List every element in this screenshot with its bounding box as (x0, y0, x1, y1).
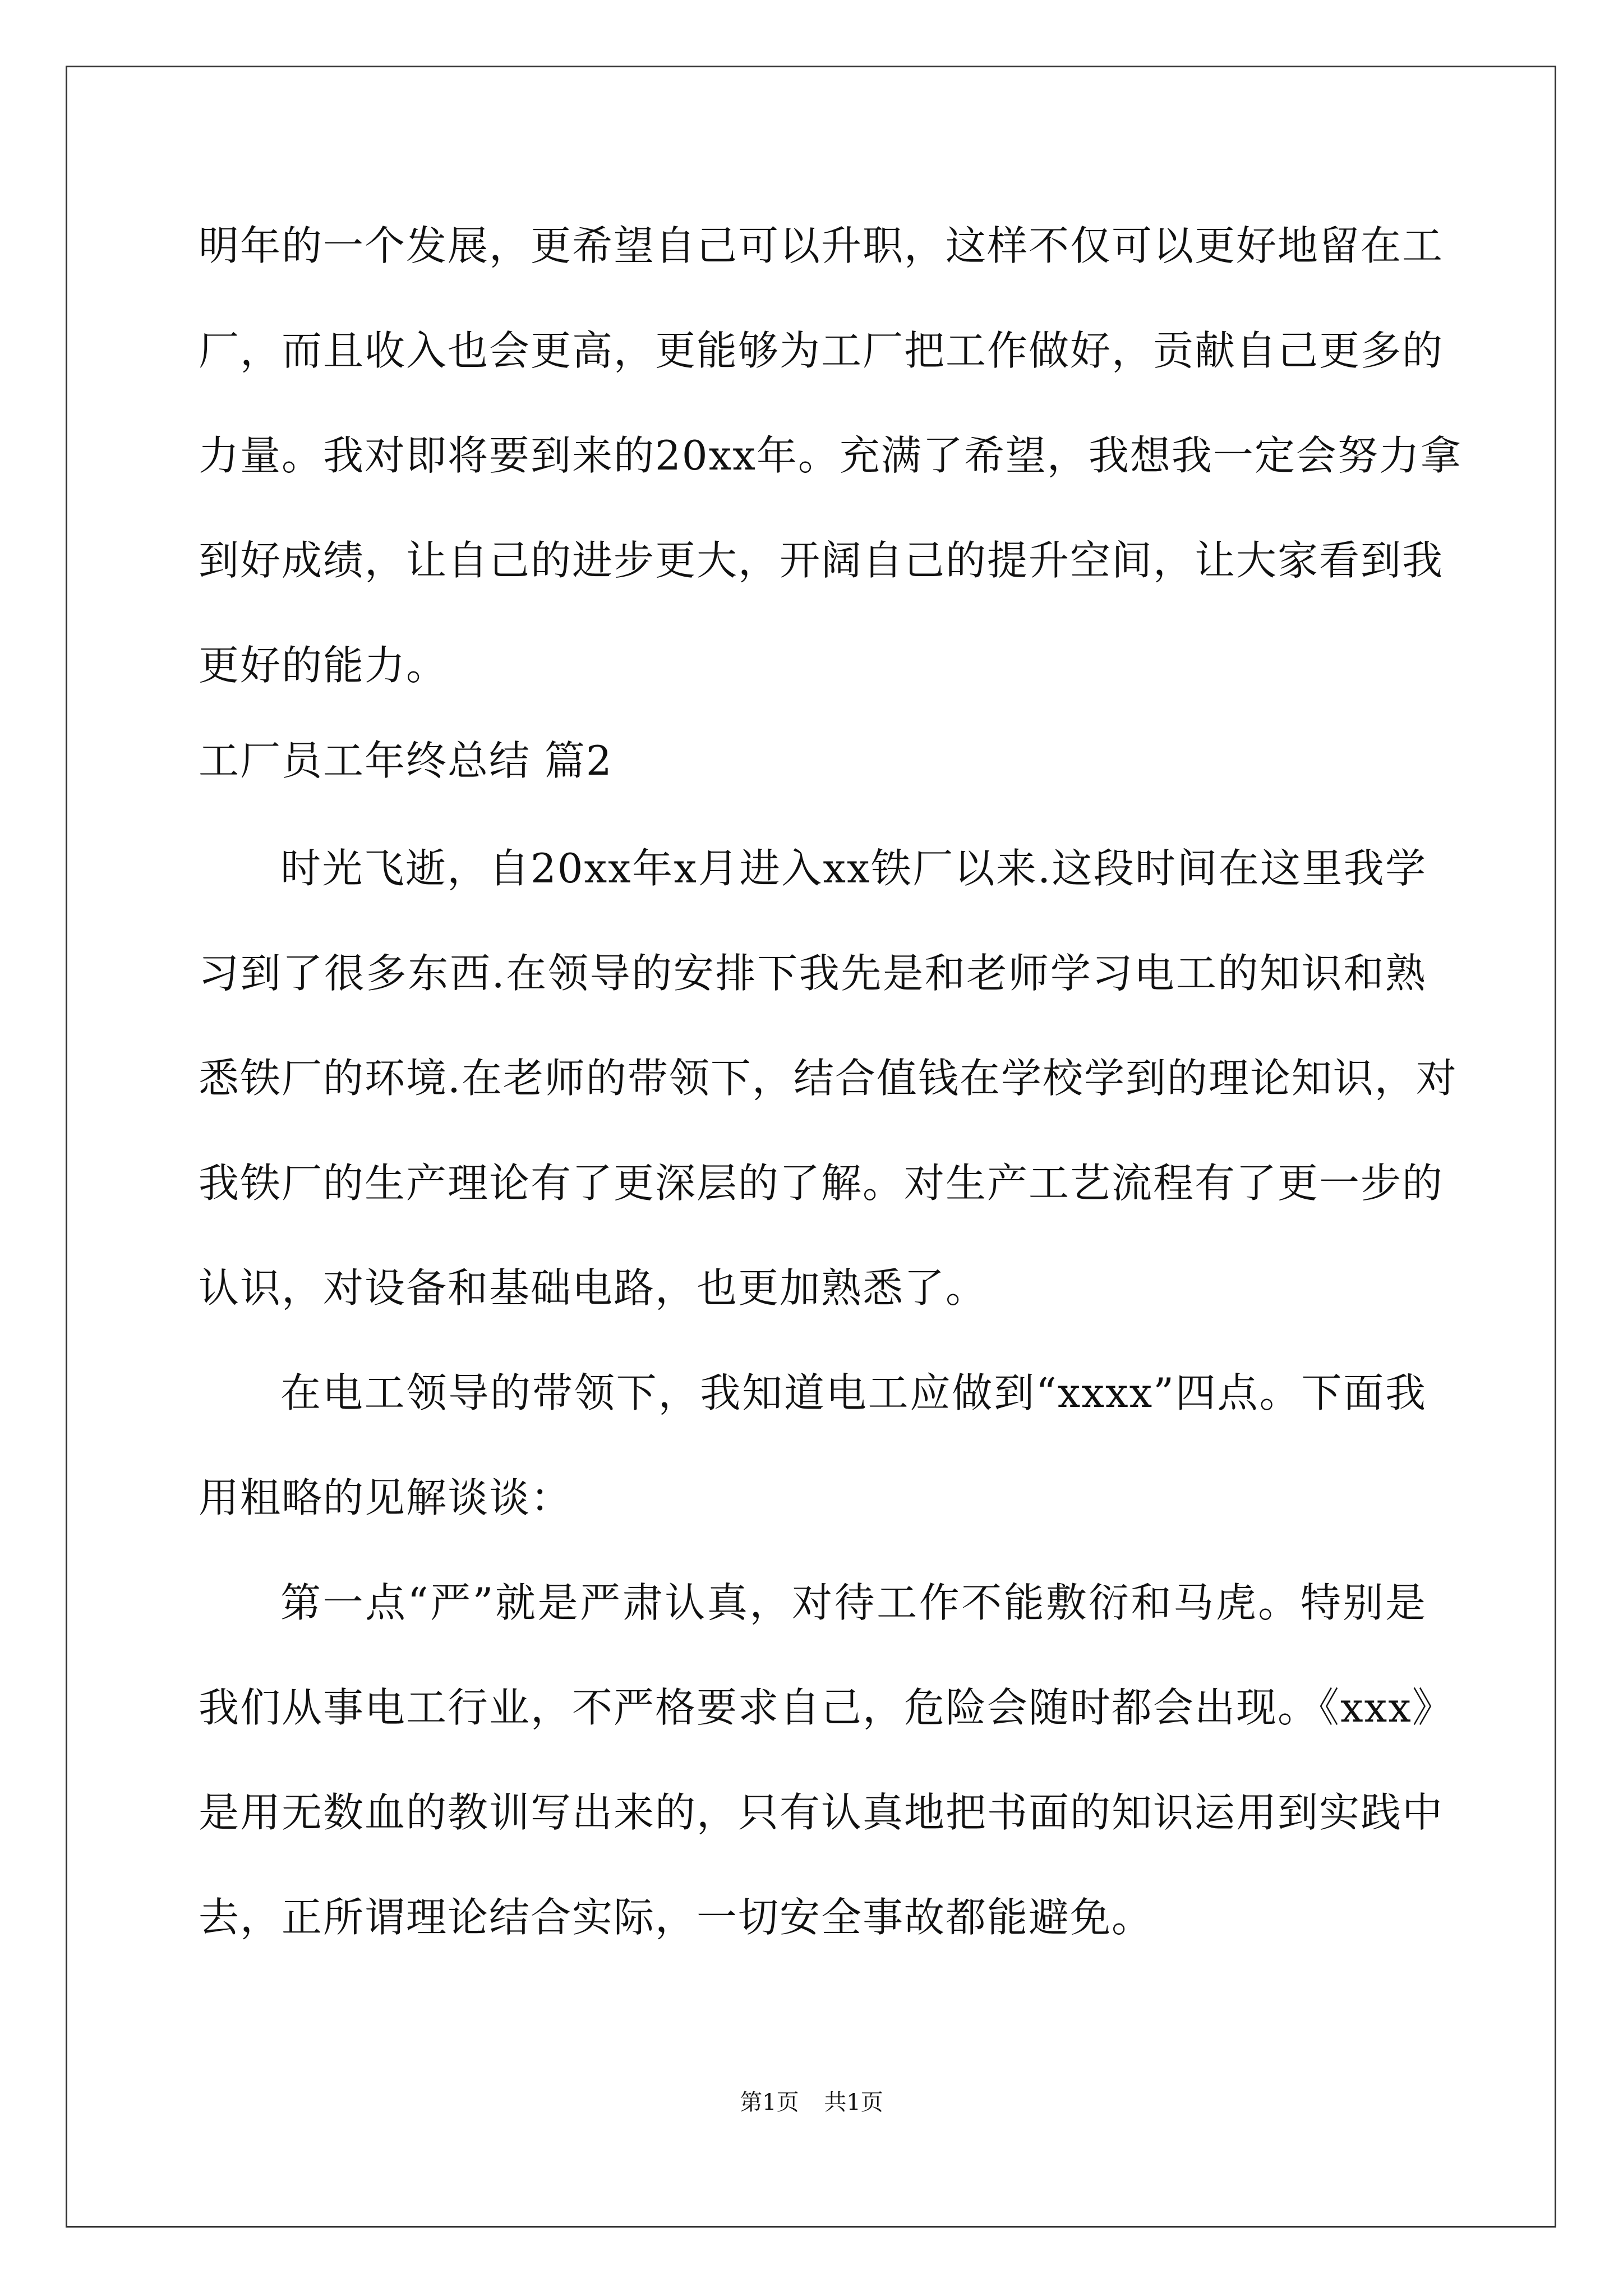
paragraph-line: 我铁厂的生产理论有了更深层的了解。对生产工艺流程有了更一步的 (199, 1159, 1444, 1207)
paragraph-line: 厂，而且收入也会更高，更能够为工厂把工作做好，贡献自己更多的 (199, 327, 1444, 374)
paragraph-line: 明年的一个发展，更希望自己可以升职，这样不仅可以更好地留在工 (199, 222, 1444, 269)
page-number: 第1页 (740, 2090, 799, 2115)
section-heading: 工厂员工年终总结 篇2 (199, 737, 613, 784)
paragraph-line: 更好的能力。 (199, 642, 448, 689)
paragraph-line: 去，正所谓理论结合实际，一切安全事故都能避免。 (199, 1894, 1154, 1941)
paragraph-line: 第一点“严”就是严肃认真，对待工作不能敷衍和马虎。特别是 (280, 1579, 1427, 1626)
paragraph-line: 习到了很多东西.在领导的安排下我先是和老师学习电工的知识和熟 (199, 950, 1427, 997)
paragraph-line: 到好成绩，让自己的进步更大，开阔自己的提升空间，让大家看到我 (199, 537, 1444, 584)
page-total: 共1页 (824, 2090, 883, 2115)
paragraph-line: 认识，对设备和基础电路，也更加熟悉了。 (199, 1264, 988, 1312)
paragraph-line: 悉铁厂的环境.在老师的带领下，结合值钱在学校学到的理论知识，对 (199, 1055, 1458, 1102)
paragraph-line: 力量。我对即将要到来的20xx年。充满了希望，我想我一定会努力拿 (199, 432, 1462, 479)
paragraph-line: 时光飞逝，自20xx年x月进入xx铁厂以来.这段时间在这里我学 (280, 845, 1427, 892)
paragraph-line: 是用无数血的教训写出来的，只有认真地把书面的知识运用到实践中 (199, 1789, 1444, 1836)
paragraph-line: 我们从事电工行业，不严格要求自己，危险会随时都会出现。《xxx》 (199, 1684, 1454, 1731)
page-footer (0, 2086, 1623, 2119)
paragraph-line: 用粗略的见解谈谈： (199, 1474, 573, 1521)
paragraph-line: 在电工领导的带领下，我知道电工应做到“xxxx”四点。下面我 (280, 1369, 1427, 1416)
